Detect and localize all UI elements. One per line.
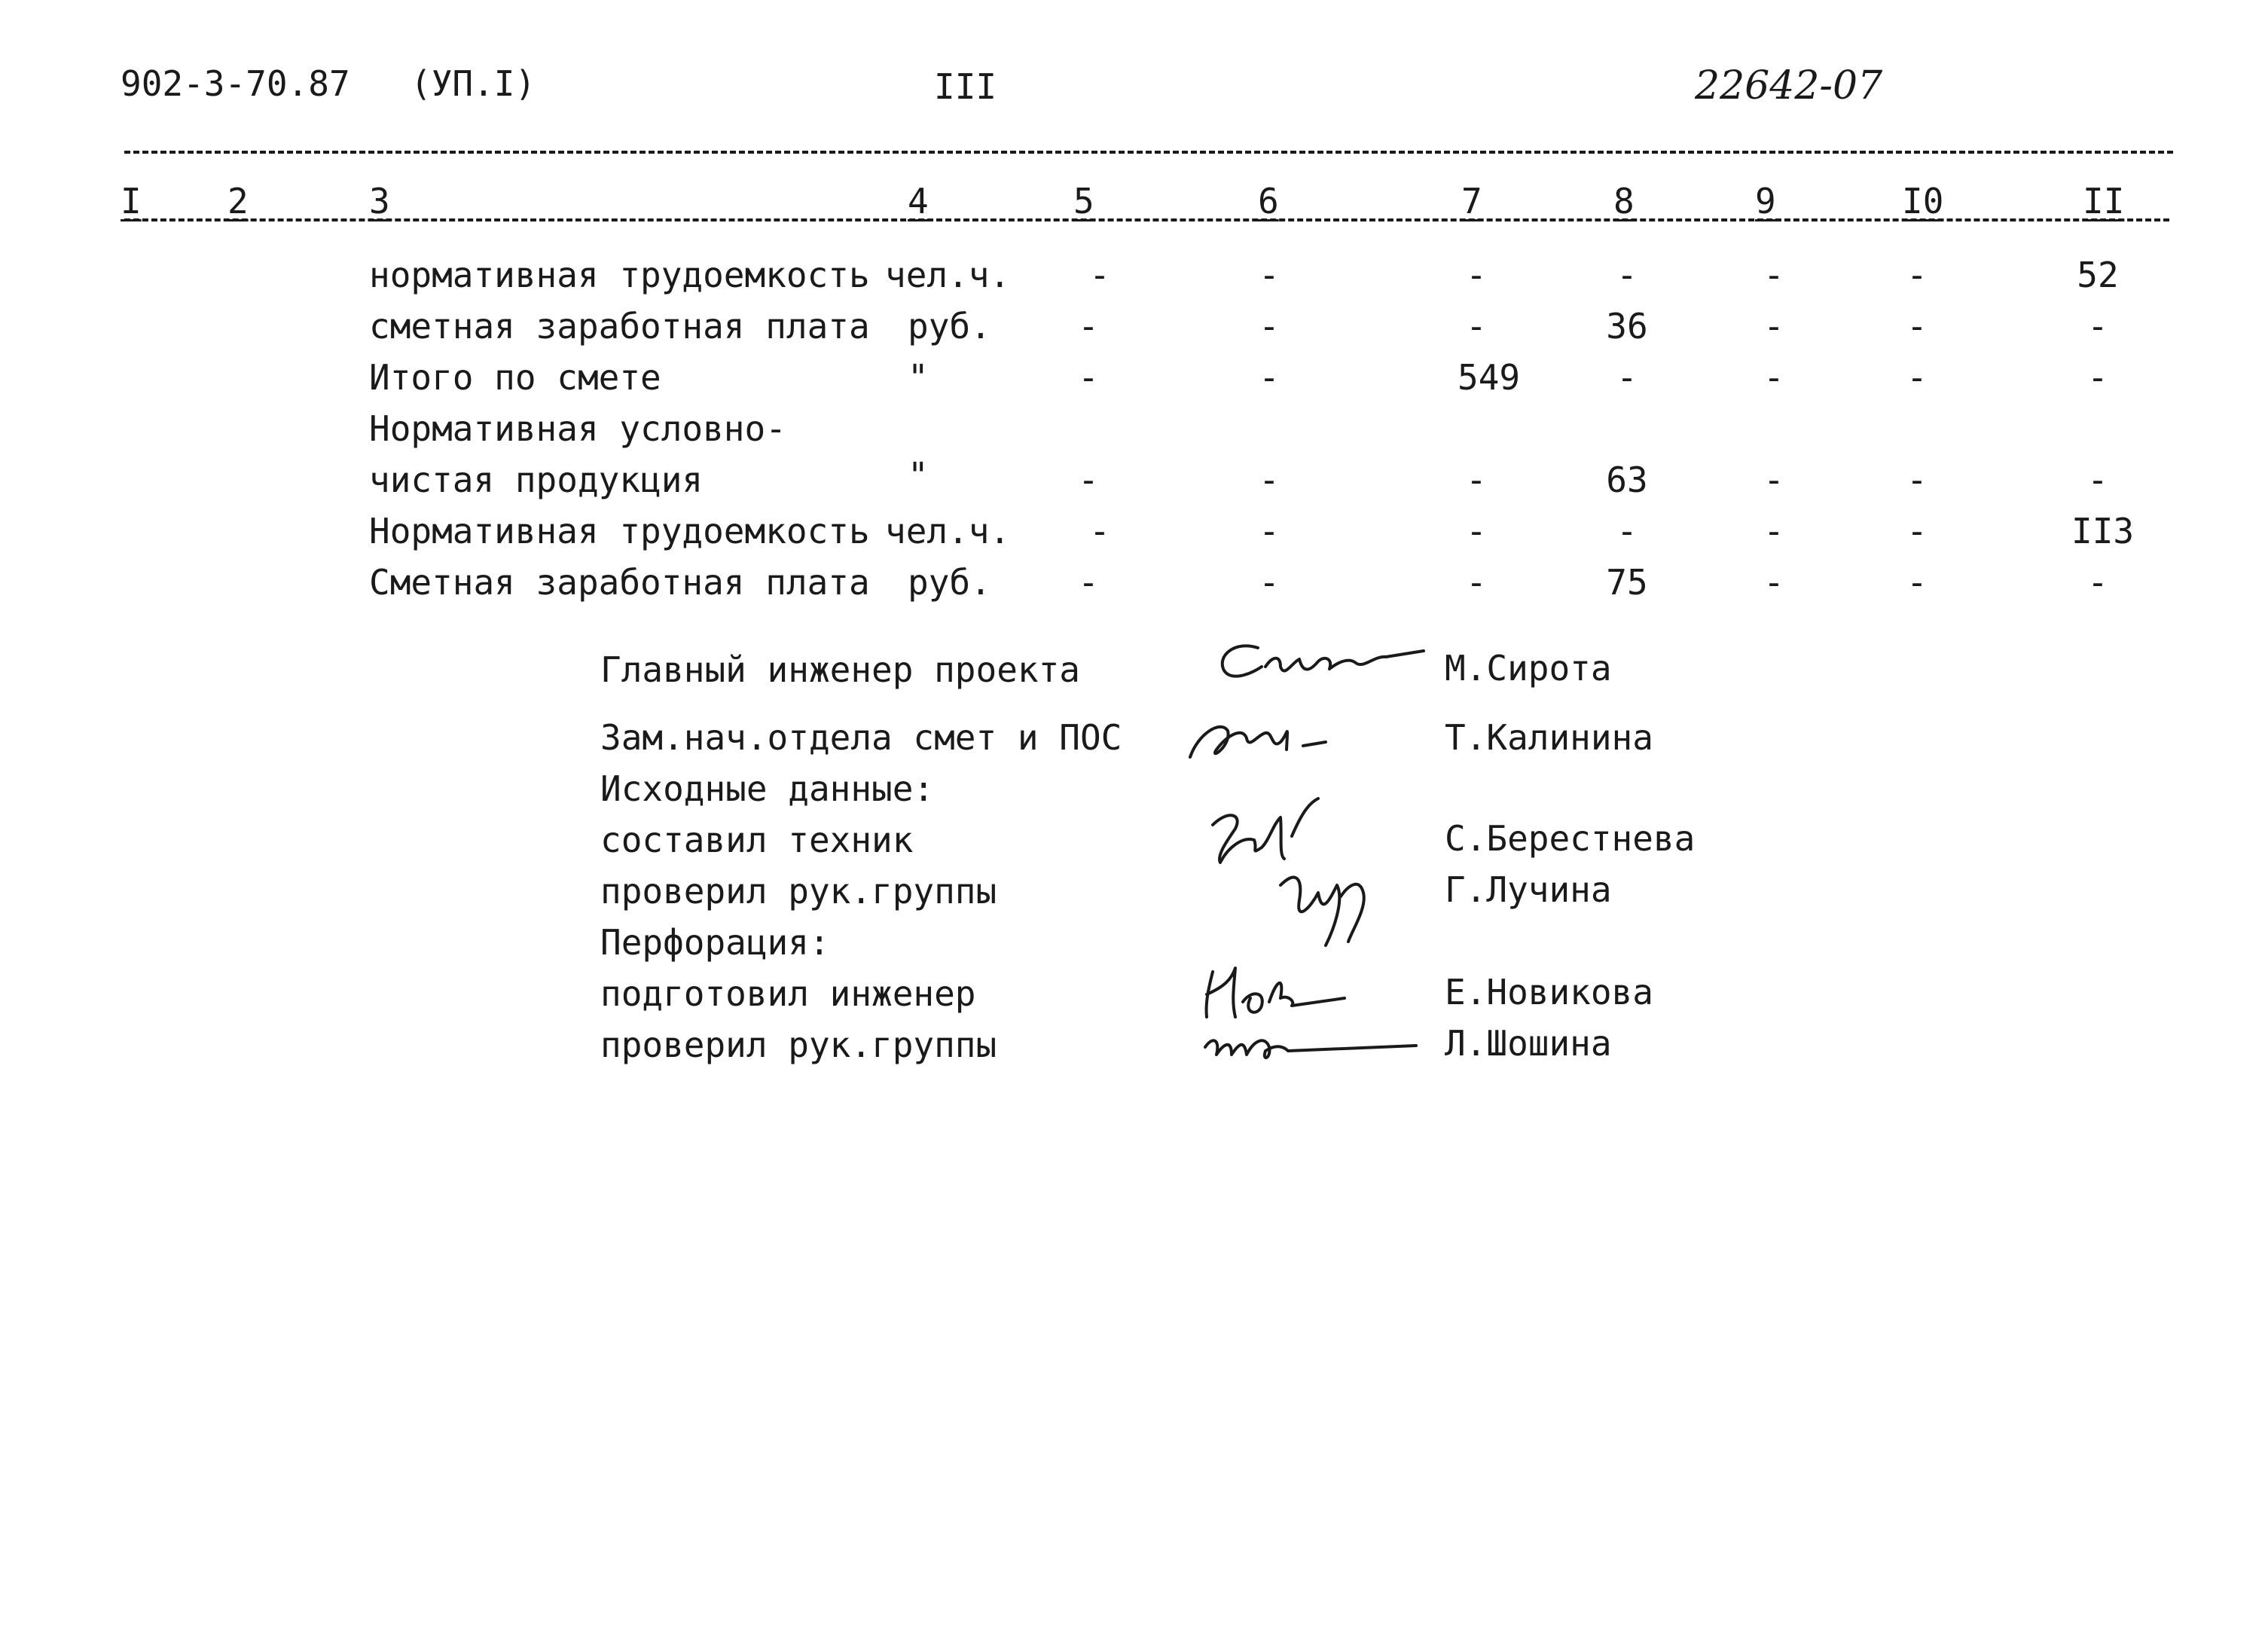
cell-col6: - xyxy=(1259,255,1280,295)
cell-col11: - xyxy=(2087,357,2108,398)
column-number-10: I0 xyxy=(1902,181,1944,221)
row-unit: " xyxy=(908,357,929,398)
signer-role: Главный инженер проекта xyxy=(600,649,1080,690)
column-number-8: 8 xyxy=(1613,181,1635,221)
cell-col11: - xyxy=(2087,460,2108,500)
cell-col10: - xyxy=(1906,255,1928,295)
cell-col9: - xyxy=(1763,562,1784,603)
cell-col11: II3 xyxy=(2071,511,2135,551)
cell-col7: - xyxy=(1466,306,1487,347)
signer-name: С.Берестнева xyxy=(1445,818,1696,859)
row-label: Нормативная трудоемкость xyxy=(369,511,870,551)
row-label: чистая продукция xyxy=(369,460,704,500)
cell-col8: - xyxy=(1616,511,1638,551)
row-unit: руб. xyxy=(908,562,991,603)
cell-col10: - xyxy=(1906,511,1928,551)
document-part: (УП.I) xyxy=(411,63,536,104)
column-number-9: 9 xyxy=(1755,181,1776,221)
signer-name: Т.Калинина xyxy=(1445,717,1653,758)
column-number-1: I xyxy=(121,181,142,221)
cell-col8: 75 xyxy=(1606,562,1648,603)
header-divider xyxy=(124,151,2173,154)
section-label: Исходные данные: xyxy=(600,768,935,809)
cell-col9: - xyxy=(1763,306,1784,347)
row-label: сметная заработная плата xyxy=(369,306,870,347)
cell-col5: - xyxy=(1078,562,1099,603)
cell-col11: - xyxy=(2087,306,2108,347)
cell-col5: - xyxy=(1078,357,1099,398)
column-number-7: 7 xyxy=(1461,181,1482,221)
row-unit: чел.ч. xyxy=(885,255,1011,295)
row-label: Сметная заработная плата xyxy=(369,562,870,603)
cell-col9: - xyxy=(1763,357,1784,398)
cell-col6: - xyxy=(1259,357,1280,398)
cell-col8: 36 xyxy=(1606,306,1648,347)
row-label: Итого по смете xyxy=(369,357,661,398)
cell-col10: - xyxy=(1906,562,1928,603)
cell-col7: - xyxy=(1466,255,1487,295)
cell-col8: - xyxy=(1616,255,1638,295)
cell-col10: - xyxy=(1906,306,1928,347)
column-number-3: 3 xyxy=(369,181,390,221)
signer-role: проверил рук.группы xyxy=(600,1025,997,1065)
cell-col6: - xyxy=(1259,562,1280,603)
cell-col5: - xyxy=(1089,255,1110,295)
cell-col7: 549 xyxy=(1458,357,1521,398)
signer-role: Зам.нач.отдела смет и ПОС xyxy=(600,717,1122,758)
row-unit: чел.ч. xyxy=(885,511,1011,551)
cell-col10: - xyxy=(1906,460,1928,500)
section-label: Перфорация: xyxy=(600,922,830,963)
row-unit: " xyxy=(908,455,929,496)
cell-col11: 52 xyxy=(2077,255,2119,295)
cell-col7: - xyxy=(1466,562,1487,603)
cell-col6: - xyxy=(1259,460,1280,500)
column-header-divider xyxy=(124,218,2169,221)
column-number-6: 6 xyxy=(1258,181,1279,221)
row-unit: руб. xyxy=(908,306,991,347)
cell-col11: - xyxy=(2087,562,2108,603)
cell-col8: 63 xyxy=(1606,460,1648,500)
column-number-11: II xyxy=(2083,181,2125,221)
cell-col5: - xyxy=(1078,306,1099,347)
signature-novikova-shoshina xyxy=(1190,957,1439,1077)
page-number: III xyxy=(934,66,997,107)
signer-name: Г.Лучина xyxy=(1445,869,1612,910)
signer-name: Е.Новикова xyxy=(1445,972,1653,1012)
signer-role: составил техник xyxy=(600,820,914,860)
cell-col6: - xyxy=(1259,511,1280,551)
column-number-4: 4 xyxy=(908,181,929,221)
row-label: нормативная трудоемкость xyxy=(369,255,870,295)
document-code: 902-3-70.87 xyxy=(121,63,350,104)
cell-col9: - xyxy=(1763,255,1784,295)
column-number-2: 2 xyxy=(227,181,249,221)
cell-col9: - xyxy=(1763,511,1784,551)
cell-col7: - xyxy=(1466,460,1487,500)
cell-col8: - xyxy=(1616,357,1638,398)
signer-name: М.Сирота xyxy=(1445,648,1612,689)
signature-sirota xyxy=(1205,633,1431,701)
signature-kalinina xyxy=(1175,704,1356,772)
row-label: Нормативная условно- xyxy=(369,408,786,449)
inventory-number: 22642-07 xyxy=(1695,63,1883,108)
cell-col5: - xyxy=(1078,460,1099,500)
cell-col9: - xyxy=(1763,460,1784,500)
cell-col10: - xyxy=(1906,357,1928,398)
cell-col5: - xyxy=(1089,511,1110,551)
cell-col7: - xyxy=(1466,511,1487,551)
signer-role: подготовил инженер xyxy=(600,973,976,1014)
signature-berestneva xyxy=(1198,795,1378,960)
signer-role: проверил рук.группы xyxy=(600,871,997,912)
column-number-5: 5 xyxy=(1073,181,1094,221)
cell-col6: - xyxy=(1259,306,1280,347)
signer-name: Л.Шошина xyxy=(1445,1023,1612,1064)
